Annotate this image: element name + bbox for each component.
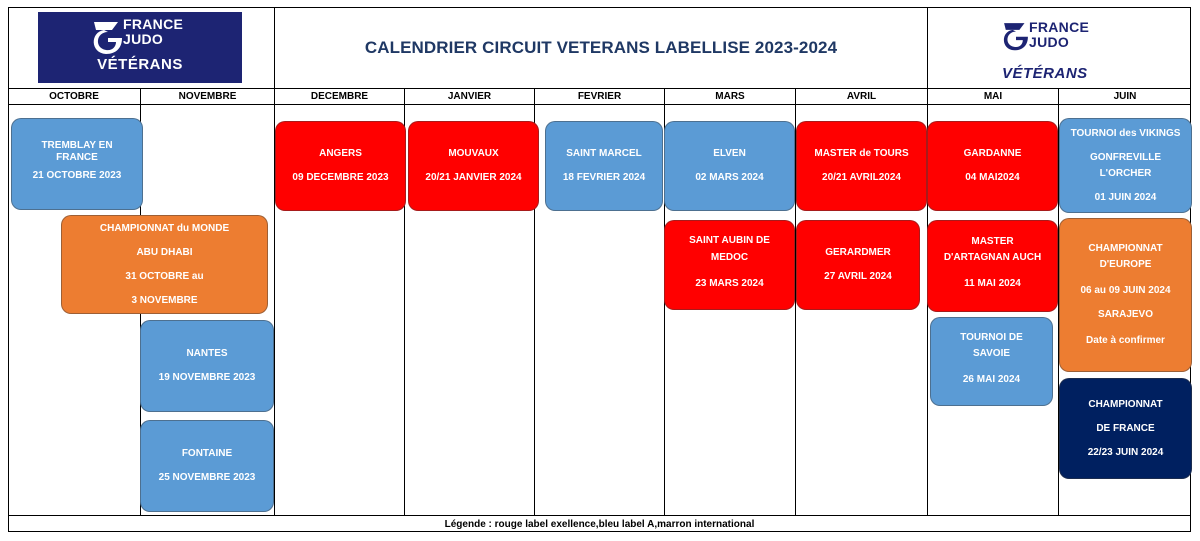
- logo-subtitle: VÉTÉRANS: [97, 56, 183, 73]
- event-date: 20/21 AVRIL2024: [822, 172, 901, 183]
- france-judo-emblem-icon: [88, 18, 128, 54]
- event-name-line: TOURNOI DE: [960, 331, 1023, 343]
- event-date: 21 OCTOBRE 2023: [32, 170, 122, 181]
- event-card-nantes[interactable]: [140, 320, 274, 412]
- event-name-line: CHAMPIONNAT: [1088, 398, 1163, 410]
- event-name-line: FONTAINE: [181, 448, 233, 459]
- logo-brand-line2: JUDO: [123, 31, 164, 47]
- event-name-line: SAVOIE: [972, 347, 1011, 359]
- logo-subtitle: VÉTÉRANS: [1002, 65, 1088, 82]
- france-judo-emblem-icon: [999, 18, 1033, 52]
- page-title: CALENDRIER CIRCUIT VETERANS LABELLISE 2023-2024: [364, 38, 838, 57]
- event-name-line: MOUVAUX: [448, 148, 499, 159]
- event-card-championnat-europe[interactable]: [1059, 218, 1192, 372]
- event-name-line: TOURNOI des VIKINGS: [1070, 127, 1181, 139]
- event-date: 02 MARS 2024: [695, 172, 764, 183]
- month-header-decembre: DECEMBRE: [310, 91, 369, 102]
- event-card-elven[interactable]: [664, 121, 795, 211]
- event-date: 25 NOVEMBRE 2023: [158, 472, 256, 483]
- event-name-line: SAINT AUBIN DE: [689, 234, 770, 246]
- event-card-mouvaux[interactable]: [408, 121, 539, 211]
- event-name-line: ELVEN: [713, 148, 746, 159]
- event-name-line: MEDOC: [710, 251, 749, 263]
- month-header-mai: MAI: [983, 91, 1003, 102]
- logo-brand-line1: FRANCE: [123, 16, 184, 32]
- legend-text: Légende : rouge label exellence,bleu label A,marron international: [444, 518, 755, 530]
- event-name-line: MASTER de TOURS: [814, 148, 909, 159]
- event-date: 31 OCTOBRE au: [125, 270, 204, 282]
- event-card-fontaine[interactable]: [140, 420, 274, 512]
- event-card-tournoi-savoie[interactable]: [930, 317, 1053, 406]
- event-date: 22/23 JUIN 2024: [1087, 446, 1164, 458]
- event-date: 23 MARS 2024: [695, 277, 764, 289]
- event-date: 06 au 09 JUIN 2024: [1080, 285, 1171, 296]
- month-header-fevrier: FEVRIER: [577, 91, 622, 102]
- event-date: 27 AVRIL 2024: [824, 271, 892, 282]
- event-card-championnat-monde[interactable]: [61, 215, 268, 314]
- event-name-line: SAINT MARCEL: [566, 148, 642, 159]
- event-name-line: MASTER: [971, 236, 1014, 247]
- event-name-line: ANGERS: [319, 148, 362, 159]
- event-card-gerardmer[interactable]: [796, 220, 920, 310]
- france-judo-veterans-logo-right: [996, 14, 1120, 84]
- month-header-avril: AVRIL: [846, 91, 877, 102]
- event-name-line: GERARDMER: [825, 247, 891, 258]
- event-card-tournoi-vikings[interactable]: [1059, 118, 1192, 213]
- event-card-saint-marcel[interactable]: [545, 121, 663, 211]
- month-header-novembre: NOVEMBRE: [178, 91, 237, 102]
- logo-brand-text: [123, 17, 183, 47]
- event-name-line: CHAMPIONNAT du MONDE: [99, 222, 230, 234]
- event-name-line: NANTES: [186, 348, 228, 359]
- event-date: 3 NOVEMBRE: [131, 294, 198, 306]
- event-card-master-artagnan-auch[interactable]: [927, 220, 1058, 312]
- event-location: L'ORCHER: [1099, 167, 1152, 179]
- event-date: 01 JUIN 2024: [1094, 191, 1157, 203]
- event-date: 19 NOVEMBRE 2023: [158, 372, 256, 383]
- event-card-master-tours[interactable]: [796, 121, 927, 211]
- event-note: Date à confirmer: [1086, 335, 1165, 346]
- event-name-line: CHAMPIONNAT: [1088, 243, 1163, 254]
- event-name-line: GARDANNE: [963, 148, 1022, 159]
- event-card-championnat-france[interactable]: [1059, 378, 1192, 479]
- month-header-mars: MARS: [715, 91, 745, 102]
- month-header-juin: JUIN: [1113, 91, 1137, 102]
- month-header-janvier: JANVIER: [447, 91, 492, 102]
- event-date: 26 MAI 2024: [962, 373, 1021, 385]
- event-date: 18 FEVRIER 2024: [562, 172, 646, 183]
- event-date: 11 MAI 2024: [964, 278, 1021, 289]
- event-name-line: FRANCE: [56, 152, 98, 163]
- event-card-angers[interactable]: [275, 121, 406, 211]
- france-judo-veterans-logo: [38, 12, 242, 83]
- event-card-gardanne[interactable]: [927, 121, 1058, 211]
- event-name-line: DE FRANCE: [1096, 422, 1155, 434]
- event-location: SARAJEVO: [1097, 309, 1153, 320]
- logo-brand-line1: FRANCE: [1029, 19, 1090, 35]
- event-card-tremblay[interactable]: [11, 118, 143, 210]
- event-date: 04 MAI2024: [965, 172, 1020, 183]
- event-date: 09 DECEMBRE 2023: [292, 172, 389, 183]
- event-location: GONFREVILLE: [1089, 151, 1162, 163]
- month-row-divider: [8, 104, 1191, 105]
- event-name-line: TREMBLAY EN: [41, 140, 113, 151]
- event-name-line: D'EUROPE: [1099, 259, 1152, 270]
- event-card-saint-aubin-medoc[interactable]: [664, 220, 795, 310]
- logo-brand-line2: JUDO: [1029, 34, 1070, 50]
- event-name-line: D'ARTAGNAN AUCH: [943, 252, 1042, 263]
- month-header-octobre: OCTOBRE: [49, 91, 99, 102]
- event-location: ABU DHABI: [136, 246, 193, 258]
- logo-brand-text: [1029, 20, 1089, 50]
- event-date: 20/21 JANVIER 2024: [425, 172, 522, 183]
